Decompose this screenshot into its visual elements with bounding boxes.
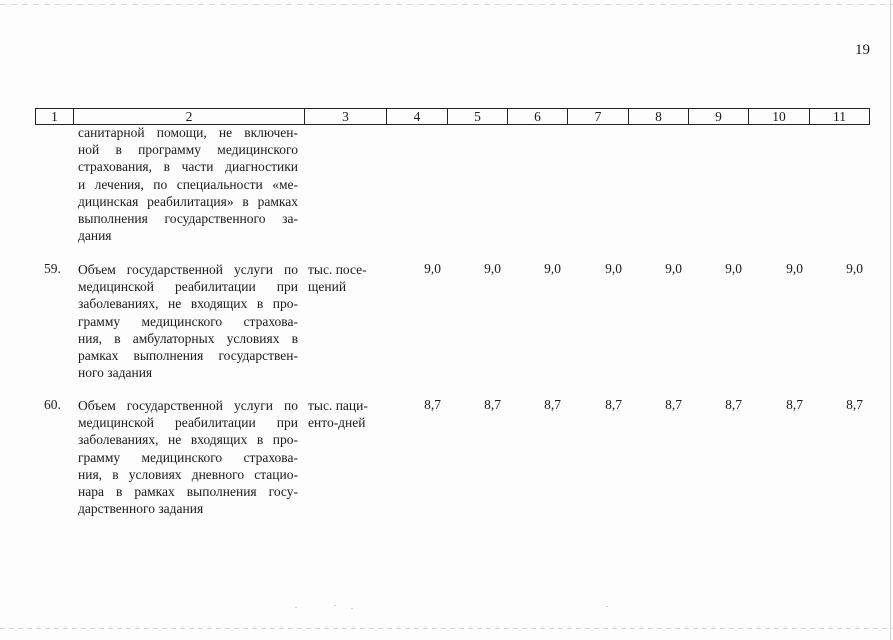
row-59-value-col11: 9,0 [846,261,863,276]
row-60-unit [308,397,368,431]
table-header-row [35,108,870,125]
row-59-number: 59. [44,261,61,276]
text-line: Объем государственной услуги по [78,398,298,413]
scan-speck [334,605,336,606]
unit-line: енто-дней [308,415,366,431]
text-line: дицинская реабилитация» в рамках [78,193,298,209]
row-60-value-col9: 8,7 [725,397,742,412]
unit-line: щений [308,279,347,295]
header-cell-5: 5 [447,109,507,124]
row-60-value-col7: 8,7 [605,397,622,412]
text-line: дарственного задания [78,501,204,517]
row-60-description [78,397,298,517]
text-line: ния, в условиях дневного стацио- [78,466,298,482]
row-59-value-col8: 9,0 [665,261,682,276]
text-line: грамму медицинского страхова- [78,449,298,465]
scan-edge-top [0,4,893,5]
text-line: Объем государственной услуги по [78,262,298,277]
text-line: ного задания [78,365,153,381]
header-cell-3: 3 [304,109,386,124]
text-line: рамках выполнения государствен- [78,348,298,364]
text-line: заболеваниях, не входящих в про- [78,296,298,312]
scan-speck [351,608,353,609]
text-line: и лечения, по специальности «ме- [78,176,298,192]
scan-edge-bottom [0,628,893,629]
row-59-description [78,261,298,381]
row-59-unit [308,261,367,295]
scan-speck [295,607,297,608]
text-line: санитарной помощи, не включен- [78,125,298,140]
row-60-value-col5: 8,7 [484,397,501,412]
row-59-value-col9: 9,0 [725,261,742,276]
page-number: 19 [855,42,870,58]
text-line: ния, в амбулаторных условиях в [78,330,298,346]
text-line: дания [78,228,112,244]
text-line: страхования, в части диагностики [78,159,298,175]
unit-line: тыс. посе- [308,262,367,277]
row-59-value-col7: 9,0 [605,261,622,276]
header-cell-4: 4 [386,109,447,124]
text-line: заболеваниях, не входящих в про- [78,432,298,448]
continuation-text [78,124,298,244]
row-60-value-col4: 8,7 [424,397,441,412]
text-line: выполнения государственного за- [78,211,298,227]
header-cell-11: 11 [809,109,869,124]
header-cell-6: 6 [507,109,567,124]
header-cell-10: 10 [748,109,809,124]
row-59-value-col10: 9,0 [786,261,803,276]
scan-edge-right [890,0,891,640]
row-60-value-col10: 8,7 [786,397,803,412]
row-60-value-col8: 8,7 [665,397,682,412]
header-cell-7: 7 [567,109,628,124]
text-line: медицинской реабилитации при [78,279,298,295]
text-line: медицинской реабилитации при [78,415,298,431]
header-cell-8: 8 [628,109,688,124]
row-59-value-col5: 9,0 [484,261,501,276]
row-59-value-col4: 9,0 [424,261,441,276]
text-line: ной в программу медицинского [78,142,298,158]
scan-speck [606,606,608,607]
row-59-value-col6: 9,0 [544,261,561,276]
header-cell-9: 9 [688,109,748,124]
header-cell-2: 2 [73,109,304,124]
text-line: нара в рамках выполнения госу- [78,484,298,500]
text-line: грамму медицинского страхова- [78,313,298,329]
header-cell-1: 1 [51,109,58,124]
row-60-number: 60. [44,397,61,412]
row-60-value-col6: 8,7 [544,397,561,412]
unit-line: тыс. паци- [308,398,368,413]
row-60-value-col11: 8,7 [846,397,863,412]
